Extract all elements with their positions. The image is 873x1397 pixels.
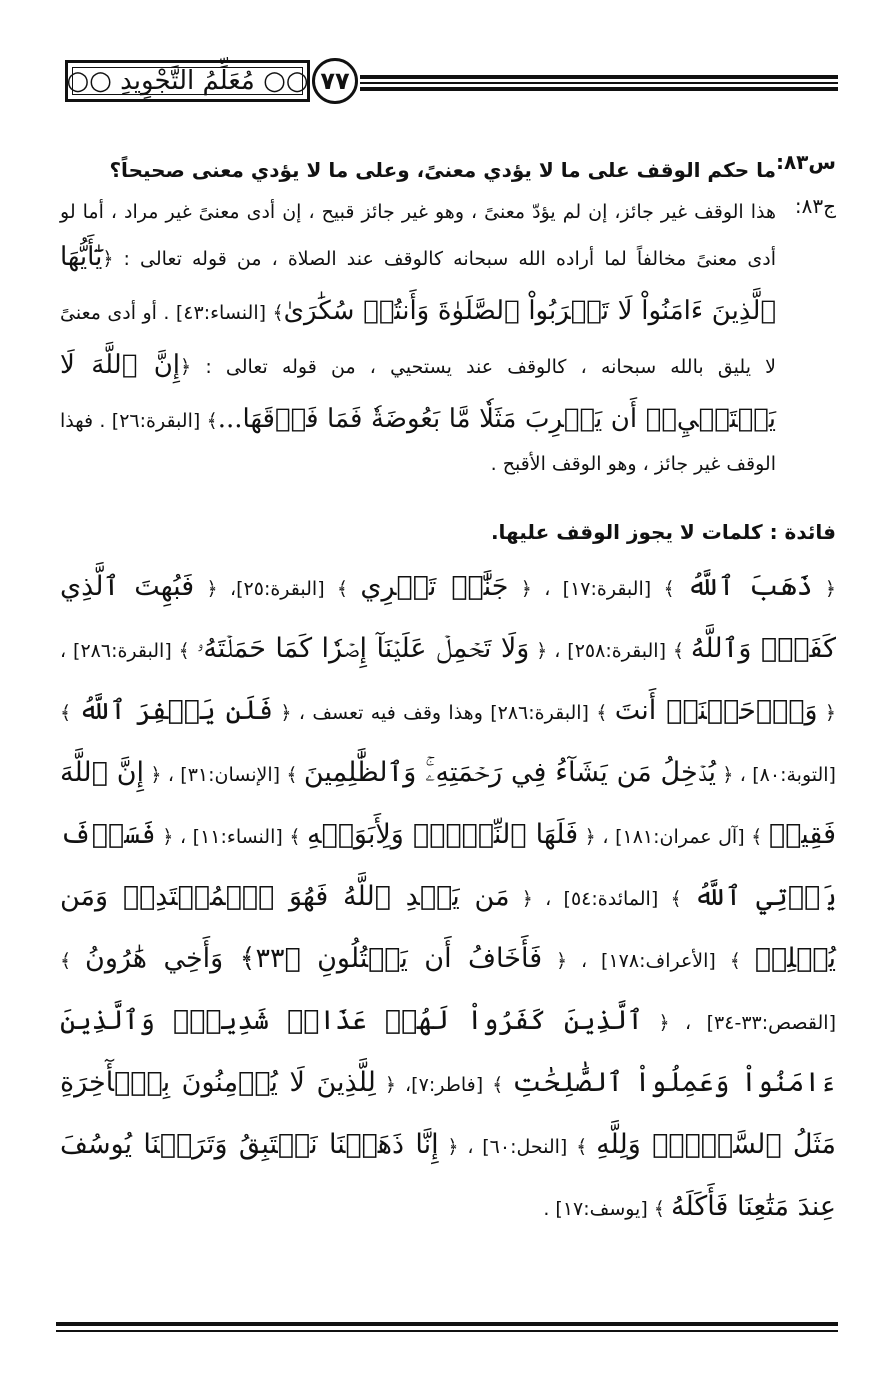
- quran-verse: فَلَن يَغۡفِرَ ٱللَّهُ: [78, 695, 274, 726]
- quran-verse: يَٰٓأَيُّهَا ٱلَّذِينَ ءَامَنُواْ لَا تَقۡرَبُواْ ٱلصَّلَوٰةَ وَأَنتُمۡ سُكَٰرَىٰ: [60, 242, 776, 326]
- question-label: س٨٣:: [775, 150, 836, 174]
- faida-text: كلمات لا يجوز الوقف عليها.: [490, 520, 763, 544]
- verse-reference: [الإنسان:٣١] ،: [167, 764, 281, 786]
- faida-label: فائدة :: [769, 520, 836, 544]
- page-content: [60, 150, 836, 1240]
- verse-reference: [آل عمران:١٨١] ،: [602, 826, 745, 848]
- question-block: [60, 150, 836, 190]
- quran-verse: وَلَا تَحۡمِلۡ عَلَيۡنَآ إِصۡرٗا كَمَا حَمَلۡتَهُۥ: [196, 633, 530, 664]
- faida-heading: [60, 512, 836, 552]
- page-header: [48, 48, 838, 118]
- quran-verse: مَن يَهۡدِ ٱللَّهُ فَهُوَ ٱلۡمُهۡتَدِيۖ وَمَن يُضۡلِلۡ: [60, 881, 836, 974]
- quran-verse: فَلَهَا ٱلنِّصۡفُۚ وَلِأَبَوَيۡهِ: [307, 819, 579, 850]
- word-item: ﴿ إِنَّا ذَهَبۡنَا نَسۡتَبِقُ وَتَرَكۡنَا يُوسُفَ عِندَ مَتَٰعِنَا فَأَكَلَهُ ﴾ [يوسف:١٧] .: [60, 1129, 836, 1222]
- words-list: [60, 558, 836, 1240]
- footer-rule: [56, 1322, 838, 1326]
- verse-reference: [الأعراف:١٧٨] ،: [581, 950, 716, 972]
- verse-reference: [البقرة:٢٥]،: [229, 578, 325, 600]
- verse-reference: [البقرة:٢٨٦] ،: [60, 640, 172, 662]
- book-title: ○○ مُعَلِّمُ التَّجْوِيدِ ○○: [65, 60, 310, 102]
- word-item: ﴿ جَنَّٰتٖ تَجۡرِي ﴾ [البقرة:٢٥]،: [229, 571, 532, 602]
- answer-paragraph: [البقرة:٢٦] . فهذا الوقف غير جائز ، وهو الوقف الأقبح .: [60, 410, 776, 475]
- verse-reference: [يوسف:١٧] .: [543, 1198, 648, 1220]
- verse-reference: [التوبة:٨٠] ،: [739, 764, 836, 786]
- word-item: ﴿ مَن يَهۡدِ ٱللَّهُ فَهُوَ ٱلۡمُهۡتَدِيۖ وَمَن يُضۡلِلۡ ﴾ [الأعراف:١٧٨] ،: [60, 881, 836, 974]
- quran-verse: فَأَخَافُ أَن يَقۡتُلُونِ ﴿٣٣﴾ وَأَخِي هَٰرُونُ: [85, 943, 543, 974]
- quran-verse: إِنَّ ٱللَّهَ فَقِيرٞ: [60, 757, 836, 850]
- quran-verse: يُدۡخِلُ مَن يَشَآءُ فِي رَحۡمَتِهِۦۚ وَٱلظَّٰلِمِينَ: [303, 757, 716, 788]
- verse-reference: [النساء:١١] ،: [179, 826, 283, 848]
- header-rule: [360, 82, 838, 84]
- header-rule: [360, 75, 838, 79]
- quran-verse: جَنَّٰتٖ تَجۡرِي: [360, 571, 509, 602]
- word-item: ﴿ يُدۡخِلُ مَن يَشَآءُ فِي رَحۡمَتِهِۦۚ وَٱلظَّٰلِمِينَ ﴾ [الإنسان:٣١] ،: [167, 757, 734, 788]
- footer-rule: [56, 1330, 838, 1332]
- verse-reference: [البقرة:٢٨٦] وهذا وقف فيه تعسف ،: [298, 702, 589, 724]
- quran-verse: فَبُهِتَ ٱلَّذِي كَفَرَۗ وَٱللَّهُ: [60, 571, 836, 664]
- quran-verse: وَٱرۡحَمۡنَآۚ أَنتَ: [614, 695, 818, 726]
- verse-reference: [البقرة:١٧] ،: [544, 578, 652, 600]
- quran-verse: ٱلَّذِينَ كَفَرُواْ لَهُمۡ عَذَابٞ شَدِيدٞۖ وَٱلَّذِينَ ءَامَنُواْ وَعَمِلُواْ ٱلصَّٰلِحَٰتِ: [60, 1005, 836, 1098]
- verse-reference: [فاطر:٧]،: [405, 1074, 484, 1096]
- word-item: ﴿ فَسَوۡفَ يَأۡتِي ٱللَّهُ ﴾ [المائدة:٥٤] ،: [60, 819, 836, 912]
- verse-reference: [المائدة:٥٤] ،: [545, 888, 659, 910]
- word-item: ﴿ وَلَا تَحۡمِلۡ عَلَيۡنَآ إِصۡرٗا كَمَا حَمَلۡتَهُۥ ﴾ [البقرة:٢٨٦] ،: [60, 633, 548, 664]
- word-item: ﴿ وَٱرۡحَمۡنَآۚ أَنتَ ﴾ [البقرة:٢٨٦] وهذا وقف فيه تعسف ،: [298, 695, 836, 726]
- quran-verse: لِلَّذِينَ لَا يُؤۡمِنُونَ بِٱلۡأٓخِرَةِ مَثَلُ ٱلسَّوۡءِۖ وَلِلَّهِ: [60, 1067, 836, 1160]
- answer-label: ج٨٣:: [794, 194, 836, 218]
- word-item: ﴿ فَبُهِتَ ٱلَّذِي كَفَرَۗ وَٱللَّهُ ﴾ [البقرة:٢٥٨] ،: [60, 571, 836, 664]
- verse-reference: [البقرة:٢٥٨] ،: [554, 640, 666, 662]
- word-item: ﴿ فَلَهَا ٱلنِّصۡفُۚ وَلِأَبَوَيۡهِ ﴾ [النساء:١١] ،: [179, 819, 596, 850]
- quran-verse: فَسَوۡفَ يَأۡتِي ٱللَّهُ: [60, 819, 836, 912]
- word-item: ﴿ لِلَّذِينَ لَا يُؤۡمِنُونَ بِٱلۡأٓخِرَةِ مَثَلُ ٱلسَّوۡءِۖ وَلِلَّهِ ﴾ [النحل:٦٠] ،: [60, 1067, 836, 1160]
- header-rule: [360, 87, 838, 91]
- answer-block: [60, 194, 836, 482]
- page-number: ٧٧: [312, 58, 358, 104]
- quran-verse: ذَهَبَ ٱللَّهُ: [686, 571, 813, 602]
- answer-paragraph: هذا الوقف غير جائز، إن لم يؤدّ معنىً ، وهو غير جائز قبيح ، إن أدى معنىً غير مراد ، أما لو أدى معنىً مخالفاً لما أراده الله سبحانه كالوقف عند الصلاة ، من قوله تعالى :: [60, 201, 777, 270]
- verse-reference: [النحل:٦٠] ،: [467, 1136, 568, 1158]
- question-text: ما حكم الوقف على ما لا يؤدي معنىً، وعلى ما لا يؤدي معنى صحيحاً؟: [109, 158, 776, 182]
- verse-reference: [القصص:٣٣-٣٤] ،: [685, 1012, 836, 1034]
- word-item: ﴿ إِنَّ ٱللَّهَ فَقِيرٞ ﴾ [آل عمران:١٨١] ،: [60, 757, 836, 850]
- quran-verse: إِنَّ ٱللَّهَ لَا يَسۡتَحۡيِۦٓ أَن يَضۡرِبَ مَثَلٗا مَّا بَعُوضَةٗ فَمَا فَوۡقَهَا...: [60, 350, 777, 434]
- word-item: ﴿ فَلَن يَغۡفِرَ ٱللَّهُ ﴾ [التوبة:٨٠] ،: [60, 695, 836, 786]
- quran-verse: إِنَّا ذَهَبۡنَا نَسۡتَبِقُ وَتَرَكۡنَا يُوسُفَ عِندَ مَتَٰعِنَا فَأَكَلَهُ: [60, 1129, 836, 1222]
- word-item: ﴿ ذَهَبَ ٱللَّهُ ﴾ [البقرة:١٧] ،: [544, 571, 836, 602]
- word-item: ﴿ فَأَخَافُ أَن يَقۡتُلُونِ ﴿٣٣﴾ وَأَخِي هَٰرُونُ ﴾ [القصص:٣٣-٣٤] ،: [60, 943, 836, 1034]
- answer-paragraph: [النساء:٤٣] . أو أدى معنىً لا يليق بالله سبحانه ، كالوقف عند يستحيي ، من قوله تعالى :: [60, 302, 776, 378]
- word-item: ﴿ ٱلَّذِينَ كَفَرُواْ لَهُمۡ عَذَابٞ شَدِيدٞۖ وَٱلَّذِينَ ءَامَنُواْ وَعَمِلُواْ ٱلصَّٰلِحَٰتِ ﴾ [فاطر:٧]،: [60, 1005, 836, 1098]
- answer-text: هذا الوقف غير جائز، إن لم يؤدّ معنىً ، وهو غير جائز قبيح ، إن أدى معنىً غير مراد ، أما لو أدى معنىً مخالفاً لما أراده الله سبحانه كالوقف عند الصلاة ، من قوله تعالى : ﴿يَٰٓأَيُّهَا ٱلَّذِينَ ءَامَنُواْ لَا تَقۡرَبُواْ ٱلصَّلَوٰةَ وَأَنتُمۡ سُكَٰرَىٰ﴾ [النساء:٤٣] . أو أدى معنىً لا يليق بالله سبحانه ، كالوقف عند يستحيي ، من قوله تعالى : ﴿إِنَّ ٱللَّهَ لَا يَسۡتَحۡيِۦٓ أَن يَضۡرِبَ مَثَلٗا مَّا بَعُوضَةٗ فَمَا فَوۡقَهَا...﴾ [البقرة:٢٦] . فهذا الوقف غير جائز ، وهو الوقف الأقبح .: [60, 201, 777, 475]
